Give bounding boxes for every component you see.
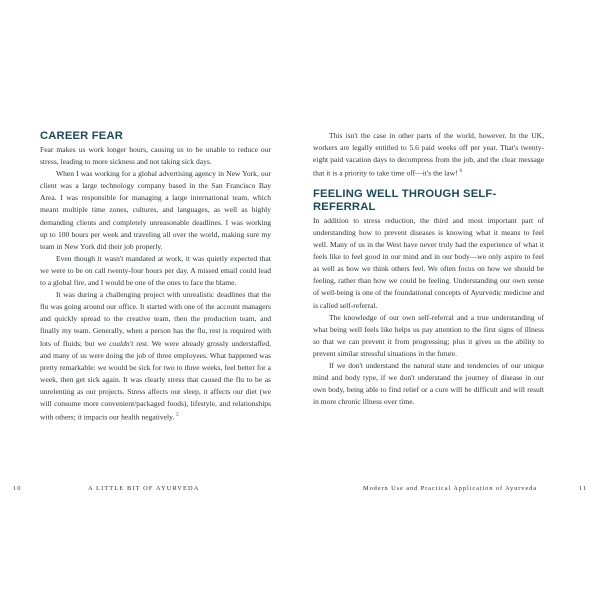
endnote-marker: 6 <box>459 169 462 175</box>
paragraph: In addition to stress reduction, the third and most important part of understanding how to prevent diseases is knowing what it means to feel well. Many of us in the West have never truly had the experience of what it feels like to feel good in our mind and in our body—we only aspire to feel as well as how we think others feel. We often focus on how we should be feeling, rather than how we could be feeling. Understanding our own sense of well-being is one of the foundational concepts of Ayurvedic medicine and is called self-referral. <box>313 215 544 310</box>
emphasis-text: couldn't <box>109 338 134 348</box>
paragraph <box>313 130 544 180</box>
right-text-column <box>313 130 544 408</box>
page-number: 10 <box>13 485 22 492</box>
page-number: 11 <box>579 485 588 492</box>
running-head: Modern Use and Practical Application of Ayurveda <box>363 485 537 492</box>
section-heading-career-fear: CAREER FEAR <box>40 130 124 142</box>
paragraph: Even though it wasn't mandated at work, it was quietly expected that we were to be on call twenty-four hours per day. A missed email could lead to a global fire, and I would be one of the ones to face the blame. <box>40 253 271 288</box>
left-text-column <box>40 130 271 424</box>
right-page <box>300 0 600 600</box>
paragraph-text: This isn't the case in other parts of the world, however. In the UK, workers are legally entitled to 5.6 paid weeks off per year. That's twenty-eight paid vacation days to decompress from the job, and the clear message that it is a priority to take time off—it's the law! <box>313 131 544 178</box>
endnote-marker: 5 <box>176 413 179 419</box>
paragraph-text: It was during a challenging project with unrealistic deadlines that the flu was going around our office. It started with one of the account managers and quickly spread to the creative team, then the production team, and finally my team. Generally, when a person has the flu, rest is required with lots of fluids; but we <box>40 290 271 348</box>
paragraph-text: rest. We were already grossly understaffed, and many of us were doing the job of three employees. What happened was pretty remarkable: we would be sick for two to three weeks, feel better for a week, then get sick again. It was clearly stress that caused the flu to be as unrelenting as our projects. Stress affects our sleep, it affects our diet (we will consume more convenient/packaged foods), lifestyle, and relationships with others; it impacts our health negatively. <box>40 338 272 422</box>
section-heading-self-referral: FEELING WELL THROUGH SELF-REFERRAL <box>313 187 497 213</box>
paragraph: Fear makes us work longer hours, causing us to be unable to reduce our stress, leading to more sickness and not taking sick days. <box>40 145 271 167</box>
running-head: A LITTLE BIT OF AYURVEDA <box>88 485 200 492</box>
paragraph: When I was working for a global advertising agency in New York, our client was a large technology company based in the San Francisco Bay Area. I was responsible for managing a large international team, which meant multiple time zones, cultures, and languages, as well as highly demanding clients and completely unreasonable deadlines. I was working up to 100 hours per week and traveling all over the world, making sure my team in New York did their job properly. <box>40 169 271 251</box>
paragraph: If we don't understand the natural state and tendencies of our unique mind and body type, if we don't understand the journey of disease in our own body, being able to find relief or a cure will be difficult and will result in more chronic illness over time. <box>313 361 544 407</box>
paragraph: The knowledge of our own self-referral and a true understanding of what being well feels like helps us pay attention to the first signs of illness so that we can prevent it from progressing; plus it gives us the ability to prevent similar stressful situations in the future. <box>313 312 544 358</box>
paragraph <box>40 289 271 424</box>
